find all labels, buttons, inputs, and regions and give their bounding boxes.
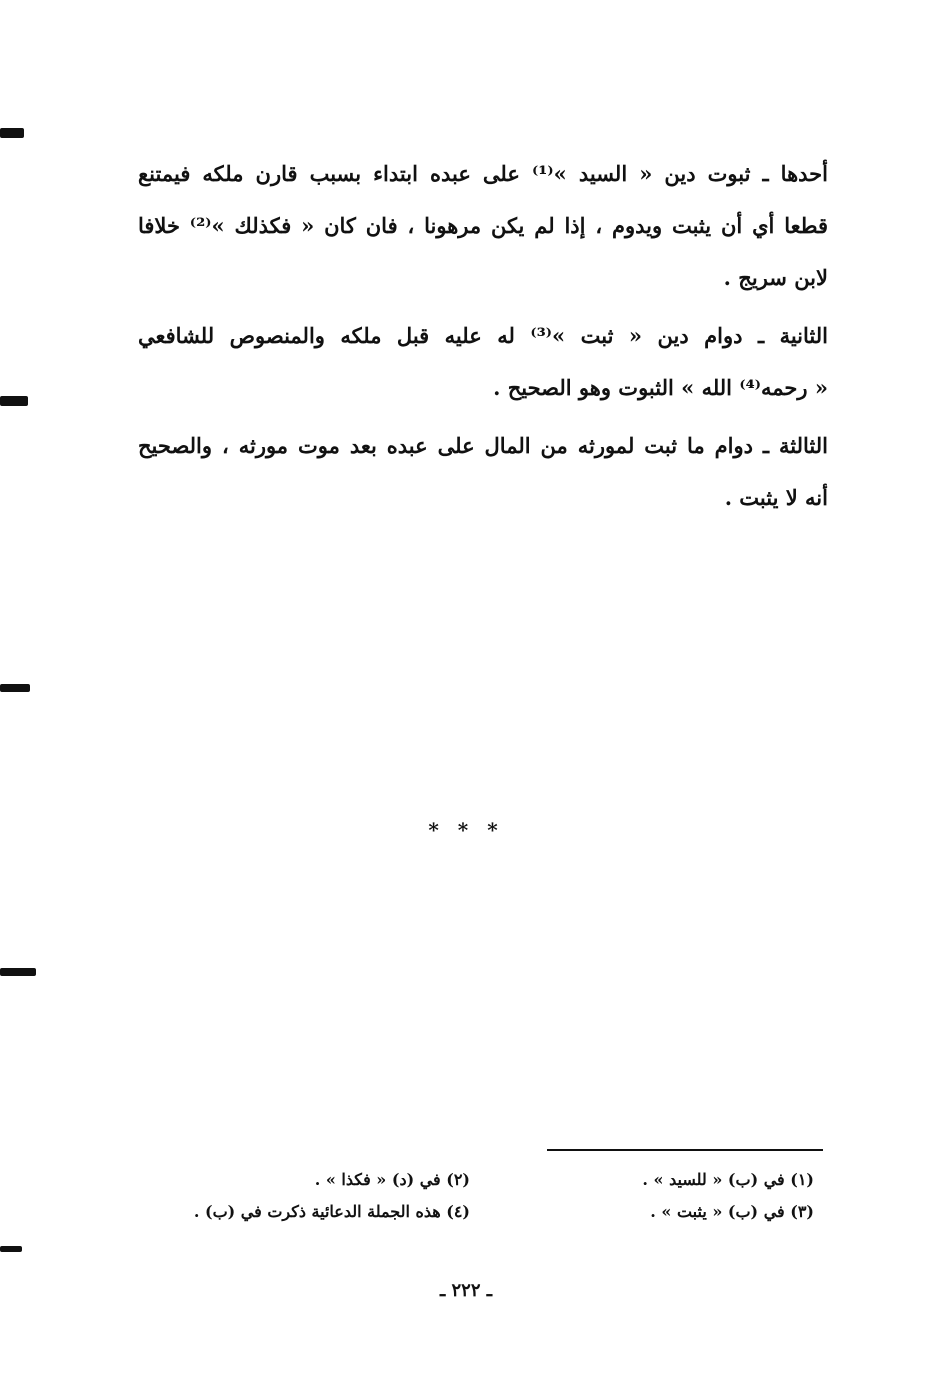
scan-edge-mark [0, 396, 28, 406]
text-line: الثالثة ـ دوام ما ثبت لمورثه من المال على عبده بعد موت مورثه ، والصحيح [138, 433, 828, 458]
paragraph-third [138, 420, 828, 524]
footnote-2: (٢) في (د) « فكذا » . [314, 1170, 470, 1189]
paragraph-second [138, 310, 828, 414]
paragraph-first [138, 148, 828, 304]
footnote-3: (٣) في (ب) « يثبت » . [650, 1202, 814, 1221]
scan-edge-mark [0, 128, 24, 138]
footnote-4: (٤) هذه الجملة الدعائية ذكرت في (ب) . [193, 1202, 470, 1221]
text-line: الثانية ـ دوام دين « ثبت »⁽³⁾ له عليه قبل ملكه والمنصوص للشافعي [138, 323, 828, 348]
scan-edge-mark [0, 684, 30, 692]
main-text [138, 148, 828, 524]
scan-edge-mark [0, 1246, 22, 1252]
text-line: أحدها ـ ثبوت دين « السيد »⁽¹⁾ على عبده ابتداء بسبب قارن ملكه فيمتنع [138, 161, 828, 186]
text-line: « رحمه⁽⁴⁾ الله » الثبوت وهو الصحيح . [493, 375, 828, 400]
page-number: ـ ٢٢٢ ـ [439, 1280, 493, 1301]
scan-edge-mark [0, 968, 36, 976]
section-separator: * * * [428, 818, 504, 842]
footnote-1: (١) في (ب) « للسيد » . [642, 1170, 814, 1189]
footnote-divider [547, 1149, 823, 1151]
text-line: أنه لا يثبت . [724, 485, 828, 510]
text-line: لابن سريج . [723, 265, 828, 290]
text-line: قطعا أي أن يثبت ويدوم ، إذا لم يكن مرهونا ، فان كان « فكذلك »⁽²⁾ خلافا [138, 213, 828, 238]
